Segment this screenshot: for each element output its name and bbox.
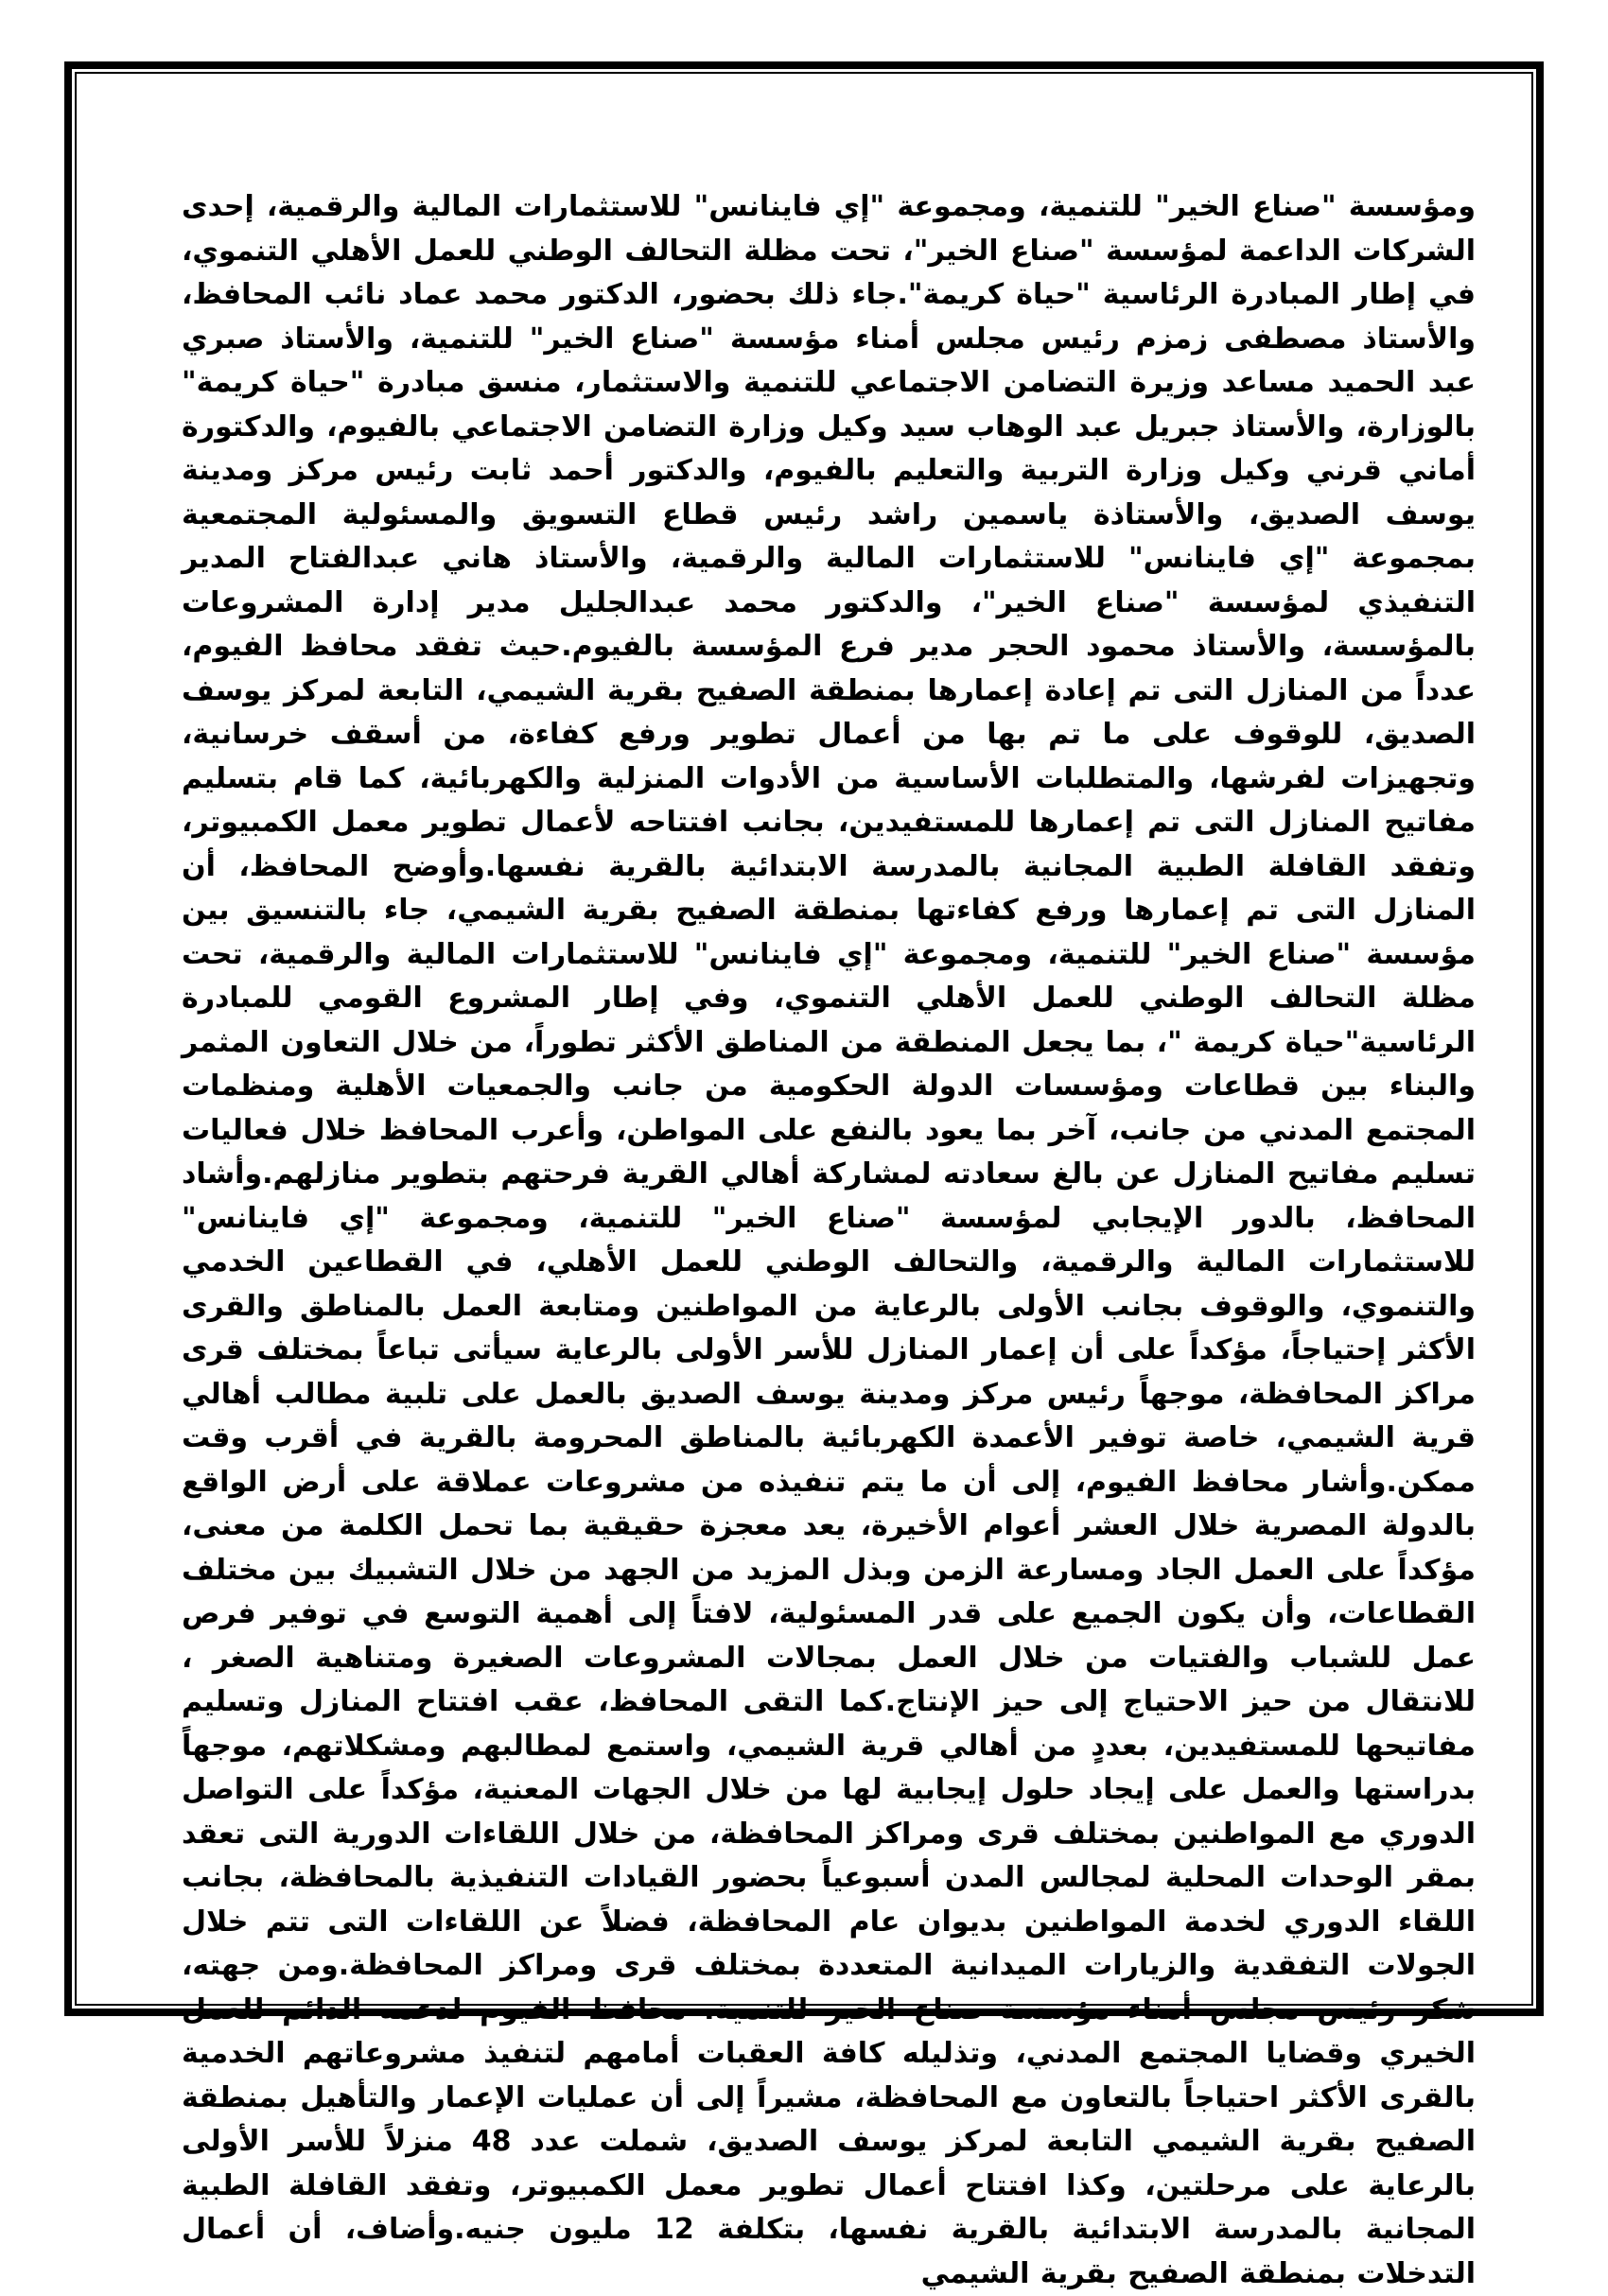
- document-body-text: ومؤسسة "صناع الخير" للتنمية، ومجموعة "إي فاينانس" للاستثمارات المالية والرقمية، إحدى الشركات الداعمة لمؤسسة "صناع الخير"، تحت مظلة التحالف الوطني للعمل الأهلي التنموي، في إطار المبادرة الرئاسية "حياة كريمة".جاء ذلك بحضور، الدكتور محمد عماد نائب المحافظ، والأستاذ مصطفى زمزم رئيس مجلس أمناء مؤسسة "صناع الخير" للتنمية، والأستاذ صبري عبد الحميد مساعد وزيرة التضامن الاجتماعي للتنمية والاستثمار، منسق مبادرة "حياة كريمة" بالوزارة، والأستاذ جبريل عبد الوهاب سيد وكيل وزارة التضامن الاجتماعي بالفيوم، والدكتورة أماني قرني وكيل وزارة التربية والتعليم بالفيوم، والدكتور أحمد ثابت رئيس مركز ومدينة يوسف الصديق، والأستاذة ياسمين راشد رئيس قطاع التسويق والمسئولية المجتمعية بمجموعة "إي فاينانس" للاستثمارات المالية والرقمية، والأستاذ هاني عبدالفتاح المدير التنفيذي لمؤسسة "صناع الخير"، والدكتور محمد عبدالجليل مدير إدارة المشروعات بالمؤسسة، والأستاذ محمود الحجر مدير فرع المؤسسة بالفيوم.حيث تفقد محافظ الفيوم، عدداً من المنازل التى تم إعادة إعمارها بمنطقة الصفيح بقرية الشيمي، التابعة لمركز يوسف الصديق، للوقوف على ما تم بها من أعمال تطوير ورفع كفاءة، من أسقف خرسانية، وتجهيزات لفرشها، والمتطلبات الأساسية من الأدوات المنزلية والكهربائية، كما قام بتسليم مفاتيح المنازل التى تم إعمارها للمستفيدين، بجانب افتتاحه لأعمال تطوير معمل الكمبيوتر، وتفقد القافلة الطبية المجانية بالمدرسة الابتدائية بالقرية نفسها.وأوضح المحافظ، أن المنازل التى تم إعمارها ورفع كفاءتها بمنطقة الصفيح بقرية الشيمي، جاء بالتنسيق بين مؤسسة "صناع الخير" للتنمية، ومجموعة "إي فاينانس" للاستثمارات المالية والرقمية، تحت مظلة التحالف الوطني للعمل الأهلي التنموي، وفي إطار المشروع القومي للمبادرة الرئاسية"حياة كريمة "، بما يجعل المنطقة من المناطق الأكثر تطوراً، من خلال التعاون المثمر والبناء بين قطاعات ومؤسسات الدولة الحكومية من جانب والجمعيات الأهلية ومنظمات المجتمع المدني من جانب، آخر بما يعود بالنفع على المواطن، وأعرب المحافظ خلال فعاليات تسليم مفاتيح المنازل عن بالغ سعادته لمشاركة أهالي القرية فرحتهم بتطوير منازلهم.وأشاد المحافظ، بالدور الإيجابي لمؤسسة "صناع الخير" للتنمية، ومجموعة "إي فاينانس" للاستثمارات المالية والرقمية، والتحالف الوطني للعمل الأهلي، في القطاعين الخدمي والتنموي، والوقوف بجانب الأولى بالرعاية من المواطنين ومتابعة العمل بالمناطق والقرى الأكثر إحتياجاً، مؤكداً على أن إعمار المنازل للأسر الأولى بالرعاية سيأتى تباعاً بمختلف قرى مراكز المحافظة، موجهاً رئيس مركز ومدينة يوسف الصديق بالعمل على تلبية مطالب أهالي قرية الشيمي، خاصة توفير الأعمدة الكهربائية بالمناطق المحرومة بالقرية في أقرب وقت ممكن.وأشار محافظ الفيوم، إلى أن ما يتم تنفيذه من مشروعات عملاقة على أرض الواقع بالدولة المصرية خلال العشر أعوام الأخيرة، يعد معجزة حقيقية بما تحمل الكلمة من معنى، مؤكداً على العمل الجاد ومسارعة الزمن وبذل المزيد من الجهد من خلال التشبيك بين مختلف القطاعات، وأن يكون الجميع على قدر المسئولية، لافتاً إلى أهمية التوسع في توفير فرص عمل للشباب والفتيات من خلال العمل بمجالات المشروعات الصغيرة ومتناهية الصغر ، للانتقال من حيز الاحتياج إلى حيز الإنتاج.كما التقى المحافظ، عقب افتتاح المنازل وتسليم مفاتيحها للمستفيدين، بعددٍ من أهالي قرية الشيمي، واستمع لمطالبهم ومشكلاتهم، موجهاً بدراستها والعمل على إيجاد حلول إيجابية لها من خلال الجهات المعنية، مؤكداً على التواصل الدوري مع المواطنين بمختلف قرى ومراكز المحافظة، من خلال اللقاءات الدورية التى تعقد بمقر الوحدات المحلية لمجالس المدن أسبوعياً بحضور القيادات التنفيذية بالمحافظة، بجانب اللقاء الدوري لخدمة المواطنين بديوان عام المحافظة، فضلاً عن اللقاءات التى تتم خلال الجولات التفقدية والزيارات الميدانية المتعددة بمختلف قرى ومراكز المحافظة.ومن جهته، شكر رئيس مجلس أمناء مؤسسة صناع الخير للتنمية، محافظ الفيوم لدعمه الدائم للعمل الخيري وقضايا المجتمع المدني، وتذليله كافة العقبات أمامهم لتنفيذ مشروعاتهم الخدمية بالقرى الأكثر احتياجاً بالتعاون مع المحافظة، مشيراً إلى أن عمليات الإعمار والتأهيل بمنطقة الصفيح بقرية الشيمي التابعة لمركز يوسف الصديق، شملت عدد 48 منزلاً للأسر الأولى بالرعاية على مرحلتين، وكذا افتتاح أعمال تطوير معمل الكمبيوتر، وتفقد القافلة الطبية المجانية بالمدرسة الابتدائية بالقرية نفسها، بتكلفة 12 مليون جنيه.وأضاف، أن أعمال التدخلات بمنطقة الصفيح بقرية الشيمي: [182, 190, 1476, 2290]
